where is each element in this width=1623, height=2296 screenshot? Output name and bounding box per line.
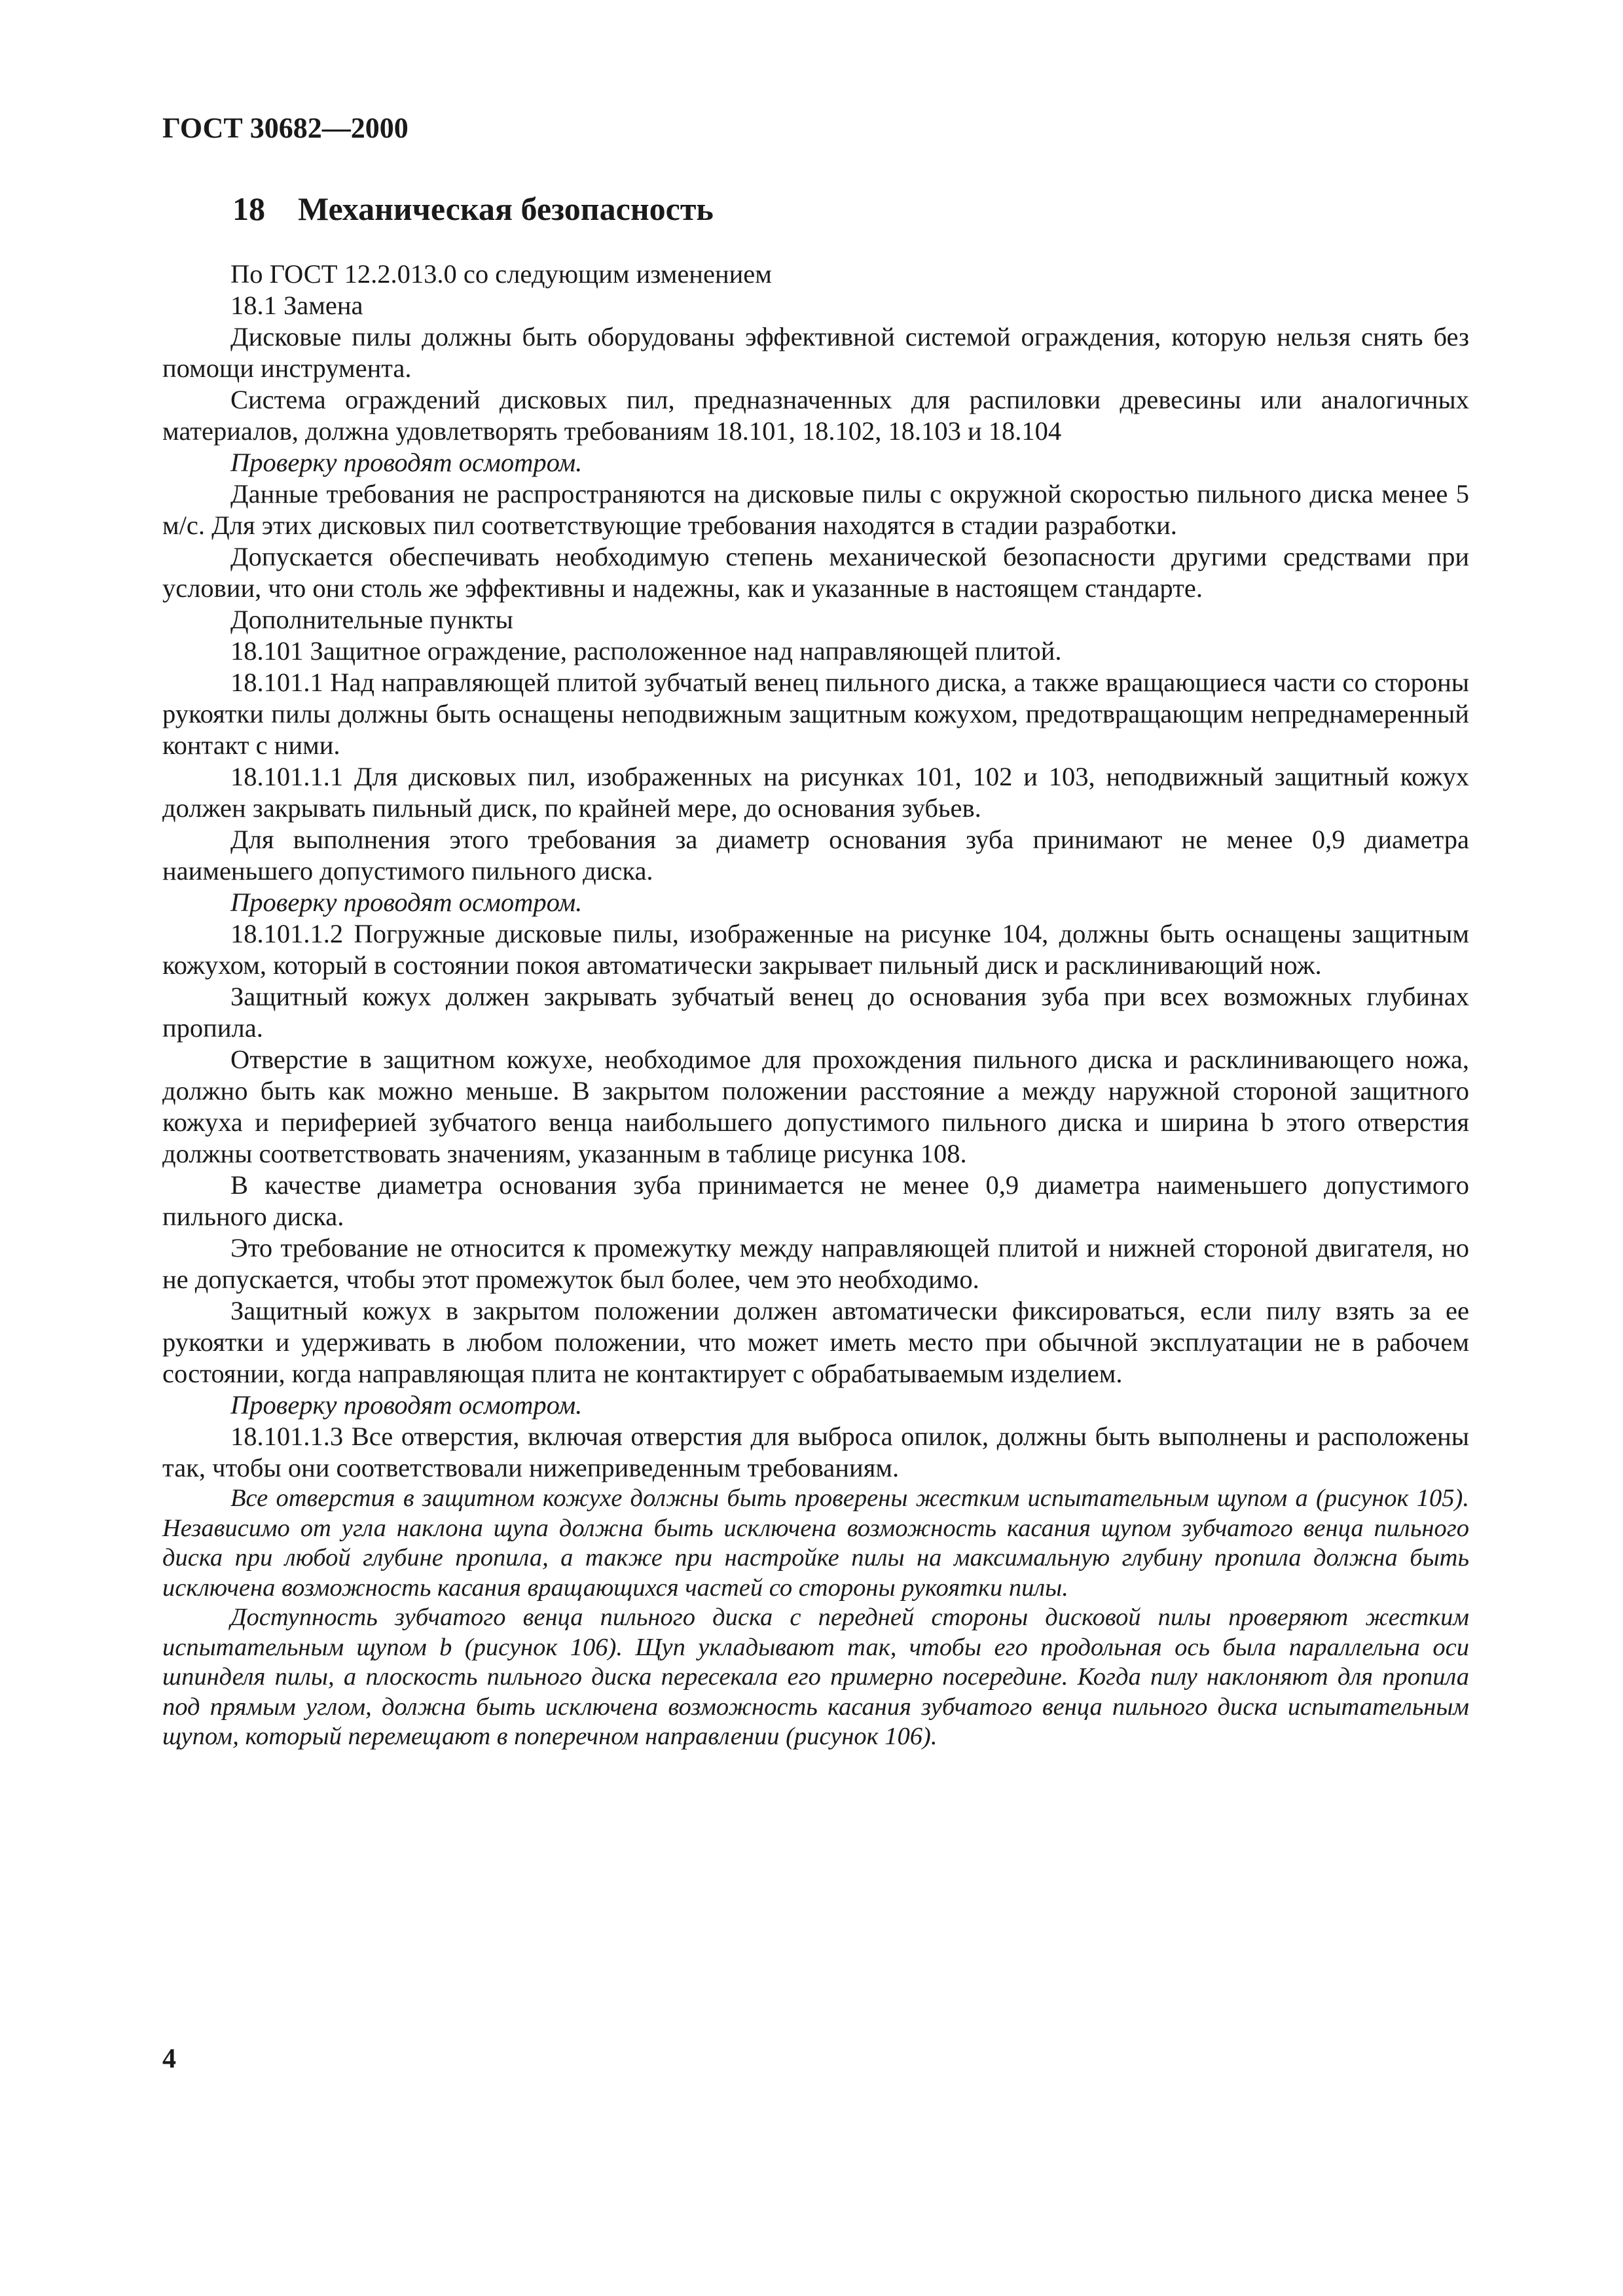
body-paragraph: Защитный кожух в закрытом положении должен автоматически фиксироваться, если пилу взять за ее рукоятки и удерживать в любом положении, что может иметь место при обычной эксплуатации не в рабочем состоянии, когда направляющая плита не контактирует с обрабатываемым изделием.: [162, 1296, 1469, 1388]
body-paragraph: 18.101.1 Над направляющей плитой зубчатый венец пильного диска, а также вращающиеся части со стороны рукоятки пилы должны быть оснащены неподвижным защитным кожухом, предотвращающим непреднамеренный контакт с ними.: [162, 668, 1469, 760]
italic-paragraph: Проверку проводят осмотром.: [230, 448, 583, 477]
italic-paragraph: Проверку проводят осмотром.: [230, 1390, 583, 1420]
body-paragraph: Защитный кожух должен закрывать зубчатый венец до основания зуба при всех возможных глубинах пропила.: [162, 982, 1469, 1043]
standard-header: ГОСТ 30682—2000: [162, 112, 409, 144]
body-paragraph: Дополнительные пункты: [230, 605, 513, 634]
italic-paragraph: Проверку проводят осмотром.: [230, 888, 583, 917]
body-paragraph: 18.101 Защитное ограждение, расположенное над направляющей плитой.: [230, 636, 1062, 666]
body-paragraph: 18.101.1.1 Для дисковых пил, изображенных на рисунках 101, 102 и 103, неподвижный защитный кожух должен закрывать пильный диск, по крайней мере, до основания зубьев.: [162, 762, 1469, 823]
body-paragraph: Допускается обеспечивать необходимую степень механической безопасности другими средствами при условии, что они столь же эффективны и надежны, как и указанные в настоящем стандарте.: [162, 542, 1469, 603]
body-paragraph: Дисковые пилы должны быть оборудованы эффективной системой ограждения, которую нельзя снять без помощи инструмента.: [162, 322, 1469, 383]
body-paragraph: 18.101.1.2 Погружные дисковые пилы, изображенные на рисунке 104, должны быть оснащены защитным кожухом, который в состоянии покоя автоматически закрывает пильный диск и расклинивающий нож.: [162, 919, 1469, 980]
body-paragraph: 18.1 Замена: [230, 291, 363, 320]
section-heading: [232, 190, 714, 228]
body-paragraph: По ГОСТ 12.2.013.0 со следующим изменением: [230, 259, 772, 289]
italic-paragraph: Все отверстия в защитном кожухе должны быть проверены жестким испытательным щупом a (рисунок 105). Независимо от угла наклона щупа должна быть исключена возможность касания щупом зубчатого венца пильного диска при любой глубине пропила, а также при настройке пилы на максимальную глубину пропила должна быть исключена возможность касания вращающихся частей со стороны рукоятки пилы.: [162, 1484, 1469, 1602]
body-paragraph: 18.101.1.3 Все отверстия, включая отверстия для выброса опилок, должны быть выполнены и расположены так, чтобы они соответствовали нижеприведенным требованиям.: [162, 1422, 1469, 1482]
section-title: Механическая безопасность: [298, 190, 714, 227]
body-paragraph: Для выполнения этого требования за диаметр основания зуба принимают не менее 0,9 диаметра наименьшего допустимого пильного диска.: [162, 825, 1469, 886]
body-text: [162, 259, 1469, 1752]
page-number: 4: [162, 2044, 176, 2074]
body-paragraph: Данные требования не распространяются на дисковые пилы с окружной скоростью пильного диска менее 5 м/с. Для этих дисковых пил соответствующие требования находятся в стадии разработки.: [162, 479, 1469, 540]
section-number: 18: [232, 190, 265, 227]
italic-paragraph: Доступность зубчатого венца пильного диска с передней стороны дисковой пилы проверяют жестким испытательным щупом b (рисунок 106). Щуп укладывают так, чтобы его продольная ось была параллельна оси шпинделя пилы, а плоскость пильного диска пересекала его примерно посередине. Когда пилу наклоняют для пропила под прямым углом, должна быть исключена возможность касания зубчатого венца пильного диска испытательным щупом, который перемещают в поперечном направлении (рисунок 106).: [162, 1604, 1469, 1750]
body-paragraph: В качестве диаметра основания зуба принимается не менее 0,9 диаметра наименьшего допустимого пильного диска.: [162, 1170, 1469, 1231]
body-paragraph: Это требование не относится к промежутку между направляющей плитой и нижней стороной двигателя, но не допускается, чтобы этот промежуток был более, чем это необходимо.: [162, 1233, 1469, 1294]
body-paragraph: Система ограждений дисковых пил, предназначенных для распиловки древесины или аналогичных материалов, должна удовлетворять требованиям 18.101, 18.102, 18.103 и 18.104: [162, 385, 1469, 446]
body-paragraph: Отверстие в защитном кожухе, необходимое для прохождения пильного диска и расклинивающего ножа, должно быть как можно меньше. В закрытом положении расстояние a между наружной стороной защитного кожуха и периферией зубчатого венца наибольшего допустимого пильного диска и ширина b этого отверстия должны соответствовать значениям, указанным в таблице рисунка 108.: [162, 1045, 1469, 1168]
